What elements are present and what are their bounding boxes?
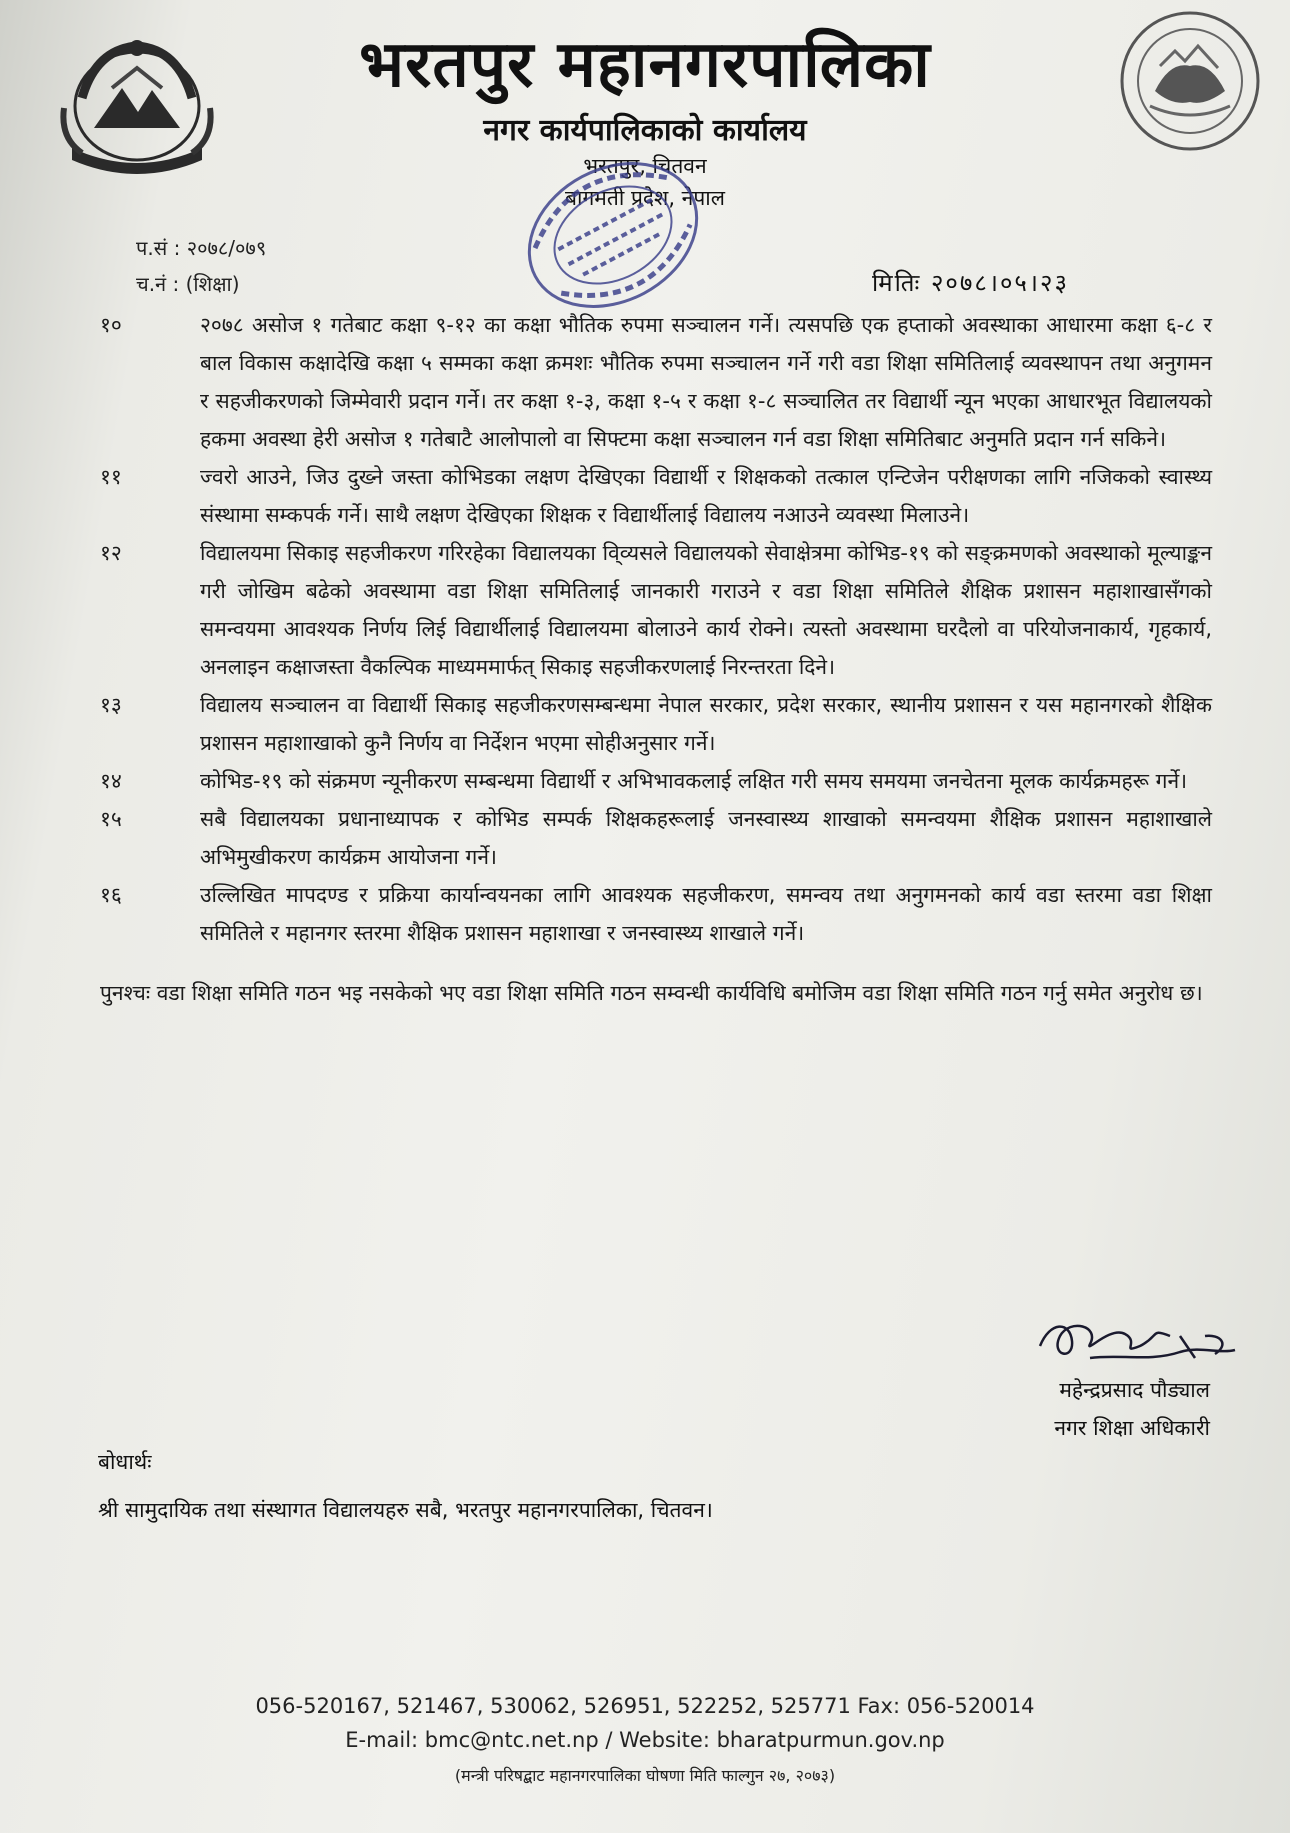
item-text: उल्लिखित मापदण्ड र प्रक्रिया कार्यान्वयनका लागि आवश्यक सहजीकरण, समन्वय तथा अनुगमनको कार्य वडा स्तरमा वडा शिक्षा समितिले र महानगर स्तरमा शैक्षिक प्रशासन महाशाखा र जनस्वास्थ्य शाखाले गर्ने। (200, 883, 1212, 945)
footer-declaration: (मन्त्री परिषद्बाट महानगरपालिका घोषणा मिति फाल्गुन २७, २०७३) (454, 1766, 836, 1785)
office-stamp (498, 150, 728, 320)
item-text: कोभिड-१९ को संक्रमण न्यूनीकरण सम्बन्धमा विद्यार्थी र अभिभावकलाई लक्षित गरी समय समयमा जनचेतना मूलक कार्यक्रमहरू गर्ने। (200, 769, 1188, 793)
signatory-name: महेन्द्रप्रसाद पौड्याल (1059, 1378, 1210, 1402)
list-item (100, 800, 1212, 876)
location-line-1: भरतपुर, चितवन (583, 154, 707, 178)
item-number: १५ (100, 807, 122, 831)
signature (1030, 1306, 1260, 1376)
item-number: ११ (100, 465, 122, 489)
list-item (100, 762, 1212, 800)
item-text: सबै विद्यालयका प्रधानाध्यापक र कोभिड सम्पर्क शिक्षकहरूलाई जनस्वास्थ्य शाखाको समन्वयमा शैक्षिक प्रशासन महाशाखाले अभिमुखीकरण कार्यक्रम आयोजना गर्ने। (200, 807, 1212, 869)
item-number: १० (100, 313, 122, 337)
item-number: १३ (100, 693, 122, 717)
item-number: १४ (100, 769, 122, 793)
list-item (100, 458, 1212, 534)
letter-date: मितिः २०७८।०५।२३ (872, 269, 1069, 297)
footer-phones: 056-520167, 521467, 530062, 526951, 522252, 525771 Fax: 056-520014 (255, 1694, 1035, 1718)
list-item (100, 534, 1212, 686)
list-item (100, 306, 1212, 458)
organization-title: भरतपुर महानगरपालिका (359, 28, 931, 102)
patra-sankhya: प.सं : २०७८/०७९ (136, 236, 267, 260)
cc-label: बोधार्थः (98, 1450, 152, 1474)
postscript: पुनश्चः वडा शिक्षा समिति गठन भइ नसकेको भए वडा शिक्षा समिति गठन सम्वन्धी कार्यविधि बमोजिम वडा शिक्षा समिति गठन गर्नु समेत अनुरोध छ। (100, 981, 1203, 1005)
letter-body (100, 306, 1212, 1012)
cc-recipients: श्री सामुदायिक तथा संस्थागत विद्यालयहरु सबै, भरतपुर महानगरपालिका, चितवन। (98, 1498, 713, 1522)
list-item (100, 876, 1212, 952)
item-text: ज्वरो आउने, जिउ दुख्ने जस्ता कोभिडका लक्षण देखिएका विद्यार्थी र शिक्षकको तत्काल एन्टिजेन परीक्षणका लागि नजिकको स्वास्थ्य संस्थामा सम्कपर्क गर्ने। साथै लक्षण देखिएका शिक्षक र विद्यार्थीलाई विद्यालय नआउने व्यवस्था मिलाउने। (200, 465, 1212, 527)
chalani-number: च.नं : (शिक्षा) (136, 272, 240, 296)
office-subtitle: नगर कार्यपालिकाको कार्यालय (483, 113, 807, 148)
item-text: विद्यालय सञ्चालन वा विद्यार्थी सिकाइ सहजीकरणसम्बन्धमा नेपाल सरकार, प्रदेश सरकार, स्थानीय प्रशासन र यस महानगरको शैक्षिक प्रशासन महाशाखाको कुनै निर्णय वा निर्देशन भएमा सोहीअनुसार गर्ने। (200, 693, 1212, 755)
item-number: १६ (100, 883, 122, 907)
list-item (100, 686, 1212, 762)
item-number: १२ (100, 541, 122, 565)
item-text: २०७८ असोज १ गतेबाट कक्षा ९-१२ का कक्षा भौतिक रुपमा सञ्चालन गर्ने। त्यसपछि एक हप्ताको अवस्थाका आधारमा कक्षा ६-८ र बाल विकास कक्षादेखि कक्षा ५ सम्मका कक्षा क्रमशः भौतिक रुपमा सञ्चालन गर्ने गरी वडा शिक्षा समितिलाई व्यवस्थापन तथा अनुगमन र सहजीकरणको जिम्मेवारी प्रदान गर्ने। तर कक्षा १-३, कक्षा १-५ र कक्षा १-८ सञ्चालित तर विद्यार्थी न्यून भएका आधारभूत विद्यालयको हकमा अवस्था हेरी असोज १ गतेबाटै आलोपालो वा सिफ्टमा कक्षा सञ्चालन गर्न वडा शिक्षा समितिबाट अनुमति प्रदान गर्न सकिने। (200, 313, 1212, 451)
item-text: विद्यालयमा सिकाइ सहजीकरण गरिरहेका विद्यालयका वि्व्यसले विद्यालयको सेवाक्षेत्रमा कोभिड-१९ को सङ्क्रमणको अवस्थाको मूल्याङ्कन गरी जोखिम बढेको अवस्थामा वडा शिक्षा समितिलाई जानकारी गराउने र वडा शिक्षा समितिले शैक्षिक प्रशासन महाशाखासँगको समन्वयमा आवश्यक निर्णय लिई विद्यार्थीलाई विद्यालयमा बोलाउने कार्य रोक्ने। त्यस्तो अवस्थामा घरदैलो वा परियोजनाकार्य, गृहकार्य, अनलाइन कक्षाजस्ता वैकल्पिक माध्यममार्फत् सिकाइ सहजीकरणलाई निरन्तरता दिने। (200, 541, 1212, 679)
location-line-2: बागमती प्रदेश, नेपाल (565, 186, 725, 210)
footer-email-website: E-mail: bmc@ntc.net.np / Website: bharatpurmun.gov.np (345, 1728, 945, 1752)
signatory-title: नगर शिक्षा अधिकारी (1054, 1416, 1210, 1440)
